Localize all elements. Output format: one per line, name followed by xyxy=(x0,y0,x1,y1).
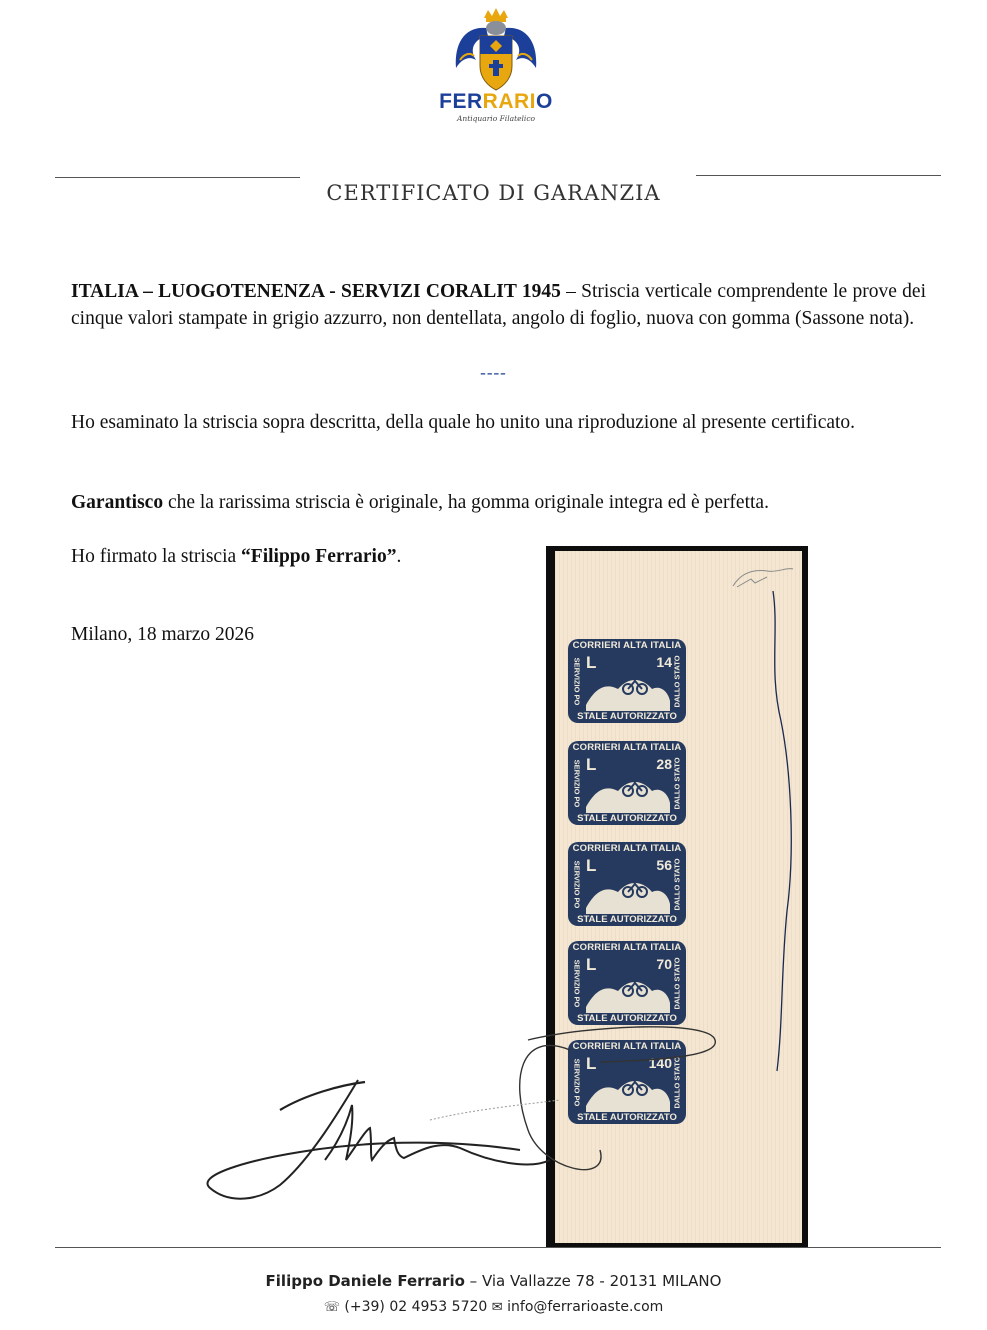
separator: ---- xyxy=(480,363,507,382)
stamp-value: 28 xyxy=(656,756,672,772)
stamp-4: CORRIERI ALTA ITALIA SERVIZIO PO DALLO STATO L 70 STALE AUTORIZZATO xyxy=(568,941,686,1025)
envelope-icon: ✉ xyxy=(491,1300,503,1315)
footer-email[interactable]: info@ferrarioaste.com xyxy=(507,1299,664,1315)
guarantee-paragraph xyxy=(71,489,926,516)
footer-name: Filippo Daniele Ferrario xyxy=(265,1272,465,1290)
title-rule-left xyxy=(55,177,300,178)
stamp-3: CORRIERI ALTA ITALIA SERVIZIO PO DALLO STATO L 56 STALE AUTORIZZATO xyxy=(568,842,686,926)
brand-tagline: Antiquario Filatelico xyxy=(456,114,536,123)
description-paragraph xyxy=(71,278,926,332)
stamp-value: 14 xyxy=(656,654,672,670)
title-rule-right xyxy=(696,175,941,176)
description-heading: ITALIA – LUOGOTENENZA - SERVIZI CORALIT 1945 xyxy=(71,281,561,302)
footer-address-line xyxy=(0,1272,987,1290)
stamp-5: CORRIERI ALTA ITALIA SERVIZIO PO DALLO STATO L 140 STALE AUTORIZZATO xyxy=(568,1040,686,1124)
stamp-value: 56 xyxy=(656,857,672,873)
place-date: Milano, 18 marzo 2026 xyxy=(71,624,255,645)
signer-name: “Filippo Ferrario” xyxy=(241,546,397,567)
certificate-title: CERTIFICATO DI GARANZIA xyxy=(326,181,661,205)
stamp-2: CORRIERI ALTA ITALIA SERVIZIO PO DALLO STATO L 28 STALE AUTORIZZATO xyxy=(568,741,686,825)
cyclist-mountain-icon xyxy=(582,767,672,813)
handwritten-signature xyxy=(190,1010,730,1210)
phone-icon: ☏ xyxy=(323,1300,340,1315)
footer-phone: (+39) 02 4953 5720 xyxy=(344,1299,488,1315)
guarantee-text: che la rarissima striscia è originale, ha gomma originale integra ed è perfetta. xyxy=(163,492,769,513)
coat-of-arms-icon xyxy=(446,8,546,92)
stamp-value: 140 xyxy=(648,1055,672,1071)
cyclist-mountain-icon xyxy=(582,967,672,1013)
brand-name: FERRARIO xyxy=(439,90,553,113)
examined-paragraph: Ho esaminato la striscia sopra descritta, della quale ho unito una riproduzione al presente certificato. xyxy=(71,412,856,433)
stamp-1: CORRIERI ALTA ITALIA SERVIZIO PO DALLO STATO L 14 STALE AUTORIZZATO xyxy=(568,639,686,723)
stamp-value: 70 xyxy=(656,956,672,972)
cyclist-mountain-icon xyxy=(582,665,672,711)
guarantee-bold: Garantisco xyxy=(71,492,164,513)
footer-contact-line xyxy=(0,1299,987,1315)
ferrario-logo xyxy=(436,8,556,143)
description-text: – Striscia verticale comprendente le prove dei cinque valori stampate in grigio azzurro, non dentellata, angolo di foglio, nuova con gomma (Sassone nota). xyxy=(71,281,926,329)
cyclist-mountain-icon xyxy=(582,868,672,914)
signed-paragraph: Ho firmato la striscia “Filippo Ferrario”. xyxy=(71,546,402,567)
footer-address: – Via Vallazze 78 - 20131 MILANO xyxy=(464,1272,722,1290)
footer-rule xyxy=(55,1247,941,1248)
